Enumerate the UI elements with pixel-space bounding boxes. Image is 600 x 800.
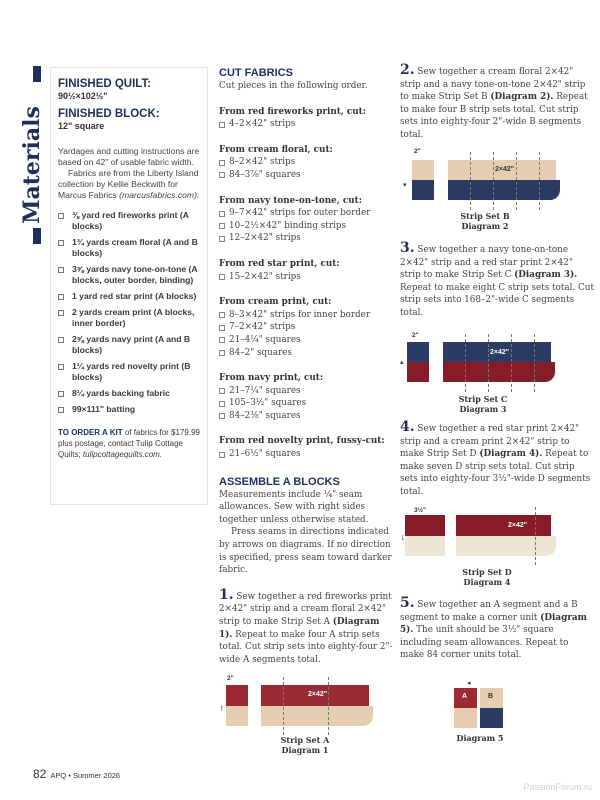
cut-line (493, 152, 494, 210)
cut-item (219, 410, 394, 423)
strip-size-label: 2×42" (508, 522, 528, 529)
checkbox-icon[interactable] (219, 160, 225, 166)
press-arrow-down-icon: ↓ (400, 534, 406, 542)
strip-size-label: 2×42" (495, 166, 515, 173)
cut-group-title: From red fireworks print, cut: (219, 106, 366, 117)
cut-line (283, 677, 284, 735)
cut-group-title: From navy print, cut: (219, 373, 324, 384)
materials-intro: Yardages and cutting instructions are based on 42" of usable fabric width. (58, 146, 200, 167)
cut-item (219, 118, 394, 131)
materials-item (58, 291, 206, 302)
checkbox-icon[interactable] (219, 401, 225, 407)
cut-line (534, 334, 535, 392)
checkbox-icon[interactable] (58, 267, 64, 273)
materials-item (58, 404, 206, 415)
cut-item-text: 21–6½" squares (229, 449, 301, 460)
diagram-1 (220, 675, 390, 755)
materials-item (58, 361, 206, 383)
right-column (400, 62, 595, 142)
strip-cream (456, 536, 556, 556)
materials-item-text: 1 yard red star print (A blocks) (72, 291, 197, 301)
diagram-5-caption: Diagram 5 (456, 733, 504, 743)
diagram-ref: (Diagram 2). (490, 92, 554, 103)
step-4 (400, 421, 595, 499)
segment-b-navy (480, 708, 503, 728)
finished-quilt-label: FINISHED QUILT: (58, 78, 152, 90)
strip-red (443, 362, 555, 382)
segment-width-label: 2" (227, 675, 234, 682)
cut-group-title: From cream print, cut: (219, 297, 332, 308)
checkbox-icon[interactable] (58, 407, 64, 413)
checkbox-icon[interactable] (219, 325, 225, 331)
materials-content (58, 78, 206, 460)
checkbox-icon[interactable] (58, 213, 64, 219)
cut-line (470, 152, 471, 210)
checkbox-icon[interactable] (219, 337, 225, 343)
step-text: Repeat to make four A strip sets total. Cut strip sets into eighty-four 2"-wide A segments total. (219, 629, 393, 665)
cut-item (219, 309, 394, 322)
kit-order-note (58, 427, 206, 460)
segment-width-label: 3½" (414, 507, 427, 514)
checkbox-icon[interactable] (219, 312, 225, 318)
segment-width-label: 2" (412, 332, 419, 339)
diagram-ref: (Diagram 1). (219, 617, 380, 640)
cut-fabrics-heading: CUT FABRICS (219, 67, 293, 79)
cut-item (219, 207, 394, 220)
segment-a-label: A (462, 693, 468, 700)
materials-item-text: 99×111" batting (72, 404, 136, 414)
fabric-source-text: Fabrics are from the Liberty Island collection by Kellie Beckwith for Marcus Fabrics (58, 168, 199, 200)
step-text: Sew together an A segment and a B segment to make a corner unit (400, 600, 578, 623)
cut-line (465, 334, 466, 392)
step-text: Repeat to make four B strip sets total. Cut strip sets into eighty-four 2"-wide B segments total. (400, 92, 588, 140)
materials-item (58, 388, 206, 399)
materials-list (58, 210, 206, 415)
segment-b-label: B (488, 693, 494, 700)
checkbox-icon[interactable] (58, 294, 64, 300)
segment-a-cream (454, 708, 477, 728)
cut-item (219, 232, 394, 245)
cut-group-title: From red star print, cut: (219, 258, 340, 269)
caption-line: Diagram 3 (459, 404, 507, 414)
kit-heading: TO ORDER A KIT (58, 428, 123, 437)
segment-width-label: 2" (414, 148, 421, 155)
checkbox-icon[interactable] (58, 337, 64, 343)
caption-line: Diagram 2 (461, 221, 509, 231)
step-text: Repeat to make eight C strip sets total. Cut strip sets into 168–2"-wide C segments total. (400, 282, 594, 318)
step-text: Sew together a cream floral 2×42" strip and a navy tone-on-tone 2×42" strip to make Strip Set B (400, 67, 586, 103)
step-number: 4. (400, 419, 415, 435)
cut-fabrics-intro: Cut pieces in the following order. (219, 81, 368, 91)
materials-item (58, 237, 206, 259)
cut-item-text: 9–7×42" strips for outer border (229, 208, 371, 219)
segment-cream (405, 536, 445, 556)
segment-navy (412, 180, 434, 200)
materials-item-text: 8¼ yards backing fabric (72, 388, 170, 398)
finished-block-label: FINISHED BLOCK: (58, 108, 160, 120)
middle-column (219, 66, 394, 666)
caption-line: Diagram 4 (463, 577, 511, 587)
cut-item-text: 12–2×42" strips (229, 233, 301, 244)
checkbox-icon[interactable] (219, 172, 225, 178)
finished-block-value: 12" square (58, 121, 105, 131)
cut-item-text: 15–2×42" strips (229, 271, 301, 282)
strip-cream (261, 706, 373, 726)
diagram-3 (400, 332, 570, 417)
step-text: Repeat to make seven D strip sets total. Cut strip sets into eighty-four 3½"-wide D segments total. (400, 449, 591, 497)
step-3 (400, 242, 595, 320)
step-1 (219, 586, 394, 667)
materials-fabric-source (58, 168, 206, 201)
press-arrow-up-icon: ▴ (400, 358, 404, 366)
caption-line: Strip Set C (458, 394, 508, 404)
cut-item (219, 334, 394, 347)
cut-item-text: 105–3½" squares (229, 398, 307, 409)
segment-red (405, 515, 445, 536)
cut-item (219, 448, 394, 461)
checkbox-icon[interactable] (219, 413, 225, 419)
materials-item-text: 1¼ yards red novelty print (B blocks) (72, 361, 191, 382)
checkbox-icon[interactable] (58, 240, 64, 246)
cut-item (219, 156, 394, 169)
checkbox-icon[interactable] (219, 274, 225, 280)
step-text: Sew together a red fireworks print 2×42" strip and a cream floral 2×42" strip to make Strip Set A (219, 591, 392, 627)
cut-item-text: 8–2×42" strips (229, 157, 296, 168)
cut-item (219, 271, 394, 284)
cut-item (219, 321, 394, 334)
checkbox-icon[interactable] (219, 452, 225, 458)
publication-info: APQ • Summer 2026 (50, 771, 121, 780)
cut-group-title: From cream floral, cut: (219, 144, 333, 155)
segment-cream (226, 706, 248, 726)
checkbox-icon[interactable] (58, 391, 64, 397)
diagram-2-caption (440, 211, 530, 231)
cut-item-text: 21–4¼" squares (229, 334, 301, 345)
cut-line (328, 677, 329, 735)
strip-size-label: 2×42" (490, 349, 510, 356)
step-text: Sew together a navy tone-on-tone 2×42" strip and a red star print 2×42" strip to make Strip Set C (400, 245, 573, 281)
press-arrow-down-icon: ▾ (403, 181, 407, 189)
strip-red (456, 515, 551, 536)
diagram-2 (400, 148, 570, 233)
step-number: 2. (400, 62, 415, 78)
segment-navy (407, 342, 429, 362)
page-footer (33, 765, 120, 783)
materials-title: Materials (19, 106, 45, 224)
diagram-ref: (Diagram 3). (514, 270, 578, 281)
kit-text: of fabrics for $179.99 plus postage, contact Tulip Cottage Quilts; (58, 428, 200, 459)
materials-item (58, 307, 206, 329)
cut-group-title: From navy tone-on-tone, cut: (219, 195, 362, 206)
strip-navy (448, 180, 560, 200)
caption-line: Strip Set B (460, 211, 510, 221)
cut-item (219, 397, 394, 410)
cut-item-text: 7–2×42" strips (229, 322, 296, 333)
materials-item-text: 3⅝ yards navy tone-on-tone (A blocks, outer border, binding) (72, 264, 198, 285)
cut-item (219, 220, 394, 233)
assemble-heading: ASSEMBLE A BLOCKS (219, 475, 340, 488)
diagram-4-caption (452, 567, 522, 587)
finished-quilt-value: 90½×102½" (58, 91, 108, 101)
materials-item-text: 1¾ yards cream floral (A and B blocks) (72, 237, 198, 258)
cut-line (516, 152, 517, 210)
cut-group-title: From red novelty print, fussy-cut: (219, 436, 385, 447)
diagram-3-caption (438, 394, 528, 414)
cut-item-text: 84–2" squares (229, 347, 293, 358)
cut-item-text: 8–3×42" strips for inner border (229, 309, 371, 320)
page-number: 82 (33, 767, 47, 781)
materials-item-text: ⅜ yard red fireworks print (A blocks) (72, 210, 189, 231)
caption-line: Diagram 1 (281, 745, 329, 755)
checkbox-icon[interactable] (219, 211, 225, 217)
materials-item (58, 334, 206, 356)
caption-line: Strip Set A (280, 735, 330, 745)
checkbox-icon[interactable] (219, 122, 225, 128)
materials-item (58, 210, 206, 232)
step-2 (400, 64, 595, 142)
segment-red (407, 362, 429, 382)
checkbox-icon[interactable] (219, 350, 225, 356)
cut-item-text: 4–2×42" strips (229, 119, 296, 130)
cut-item (219, 347, 394, 360)
press-arrow-left-icon: ◂ (467, 679, 471, 687)
materials-bar-bottom (33, 228, 41, 244)
materials-item (58, 264, 206, 286)
diagram-ref: (Diagram 4). (479, 449, 543, 460)
cut-line (511, 334, 512, 392)
step-number: 5. (400, 595, 415, 611)
cut-item-text: 10–2½×42" binding strips (229, 220, 346, 231)
materials-item-text: 2⅝ yards navy print (A and B blocks) (72, 334, 191, 355)
diagram-4 (400, 507, 570, 592)
checkbox-icon[interactable] (219, 236, 225, 242)
checkbox-icon[interactable] (219, 223, 225, 229)
cut-item-text: 21–7¼" squares (229, 385, 301, 396)
step-number: 1. (219, 586, 234, 603)
cut-line (488, 334, 489, 392)
checkbox-icon[interactable] (58, 364, 64, 370)
cut-item (219, 169, 394, 182)
step-text: Sew together a red star print 2×42" strip and a cream print 2×42" strip to make Strip Set D (400, 424, 580, 460)
caption-line: Strip Set D (462, 567, 512, 577)
cut-item-text: 84–3⅞" squares (229, 169, 301, 180)
assemble-para-2: Press seams in directions indicated by arrows on diagrams. If no direction is specified, press seam toward darker fabric. (219, 527, 392, 576)
cut-line (535, 507, 536, 565)
segment-red (226, 685, 248, 706)
step-5 (400, 597, 595, 662)
checkbox-icon[interactable] (219, 388, 225, 394)
segment-cream (412, 160, 434, 180)
strip-size-label: 2×42" (308, 691, 328, 698)
cut-item-text: 84–2⅜" squares (229, 410, 301, 421)
tulip-cottage-link[interactable]: tulipcottagequilts.com. (82, 450, 163, 459)
diagram-ref: (Diagram 5). (400, 612, 587, 636)
marcus-fabrics-link[interactable]: (marcusfabrics.com). (119, 190, 200, 200)
watermark: PassionForum.ru (523, 782, 592, 792)
step-number: 3. (400, 240, 415, 256)
materials-item-text: 2 yards cream print (A blocks, inner border) (72, 307, 195, 328)
cut-item (219, 385, 394, 398)
cut-line (539, 152, 540, 210)
diagram-5 (450, 679, 530, 753)
checkbox-icon[interactable] (58, 310, 64, 316)
step-text: The unit should be 3½" square including seam allowances. Repeat to make 84 corner units total. (400, 625, 569, 661)
press-arrow-up-icon: ↑ (219, 705, 225, 713)
diagram-1-caption (260, 735, 350, 755)
assemble-para-1: Measurements include ¼" seam allowances. Sew with right sides together unless otherwise stated. (219, 489, 369, 525)
